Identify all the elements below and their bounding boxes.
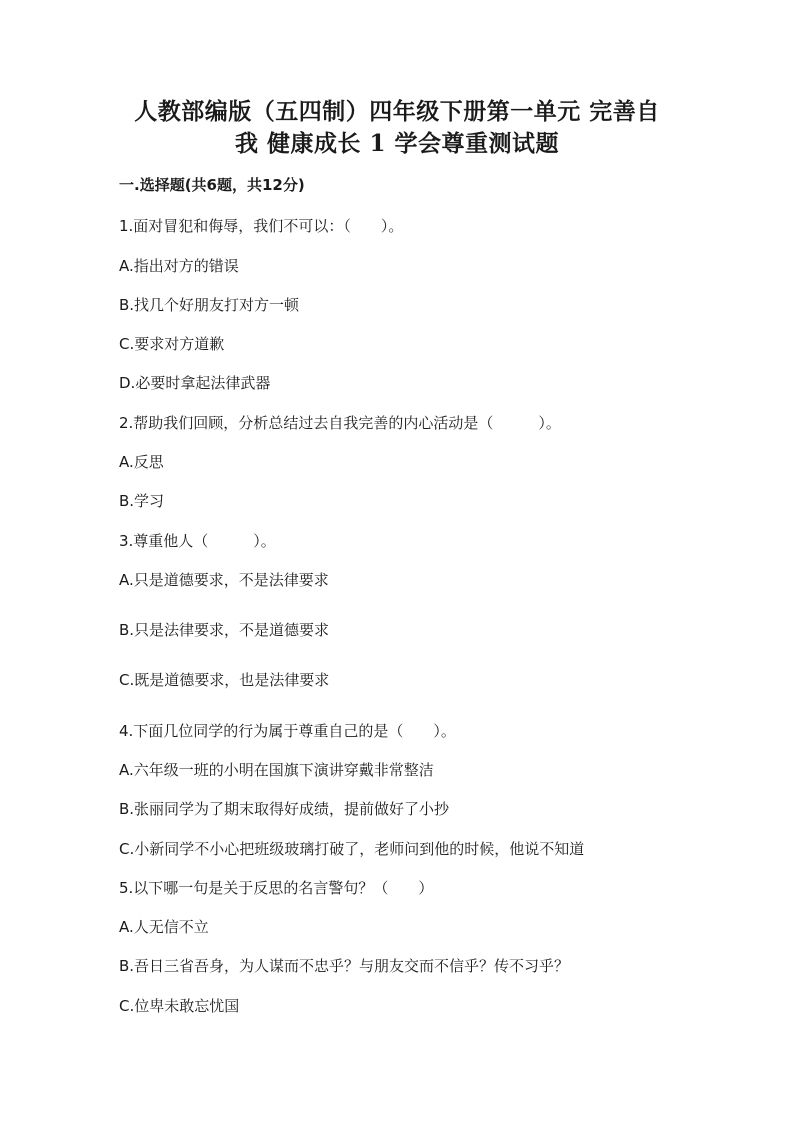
question-4-stem: 4.下面几位同学的行为属于尊重自己的是（ ）。: [119, 722, 456, 740]
question-3-option-a: A.只是道德要求，不是法律要求: [119, 571, 329, 589]
question-4-option-b: B.张丽同学为了期末取得好成绩，提前做好了小抄: [119, 800, 450, 818]
question-1-option-d: D.必要时拿起法律武器: [119, 374, 271, 392]
question-1-option-a: A.指出对方的错误: [119, 257, 239, 275]
question-1-option-b: B.找几个好朋友打对方一顿: [119, 296, 300, 314]
question-2-stem: 2.帮助我们回顾，分析总结过去自我完善的内心活动是（ ）。: [119, 414, 561, 432]
question-5-option-c: C.位卑未敢忘忧国: [119, 997, 240, 1015]
page-title-line-1: 人教部编版（五四制）四年级下册第一单元 完善自: [134, 98, 660, 125]
question-2-option-a: A.反思: [119, 453, 164, 471]
question-1-stem: 1.面对冒犯和侮辱，我们不可以：（ ）。: [119, 217, 404, 235]
question-1-option-c: C.要求对方道歉: [119, 335, 225, 353]
question-3-option-c: C.既是道德要求，也是法律要求: [119, 671, 330, 689]
question-2-option-b: B.学习: [119, 492, 165, 510]
question-4-option-c: C.小新同学不小心把班级玻璃打破了，老师问到他的时候，他说不知道: [119, 840, 585, 858]
question-5-option-a: A.人无信不立: [119, 918, 209, 936]
page-title-line-2: 我 健康成长 1 学会尊重测试题: [234, 130, 560, 157]
question-5-stem: 5.以下哪一句是关于反思的名言警句？（ ）: [119, 879, 434, 897]
question-5-option-b: B.吾日三省吾身，为人谋而不忠乎？与朋友交而不信乎？传不习乎？: [119, 957, 570, 975]
question-4-option-a: A.六年级一班的小明在国旗下演讲穿戴非常整洁: [119, 761, 434, 779]
question-3-option-b: B.只是法律要求，不是道德要求: [119, 621, 330, 639]
section-heading: 一.选择题(共6题，共12分): [119, 176, 305, 194]
question-3-stem: 3.尊重他人（ ）。: [119, 532, 276, 550]
